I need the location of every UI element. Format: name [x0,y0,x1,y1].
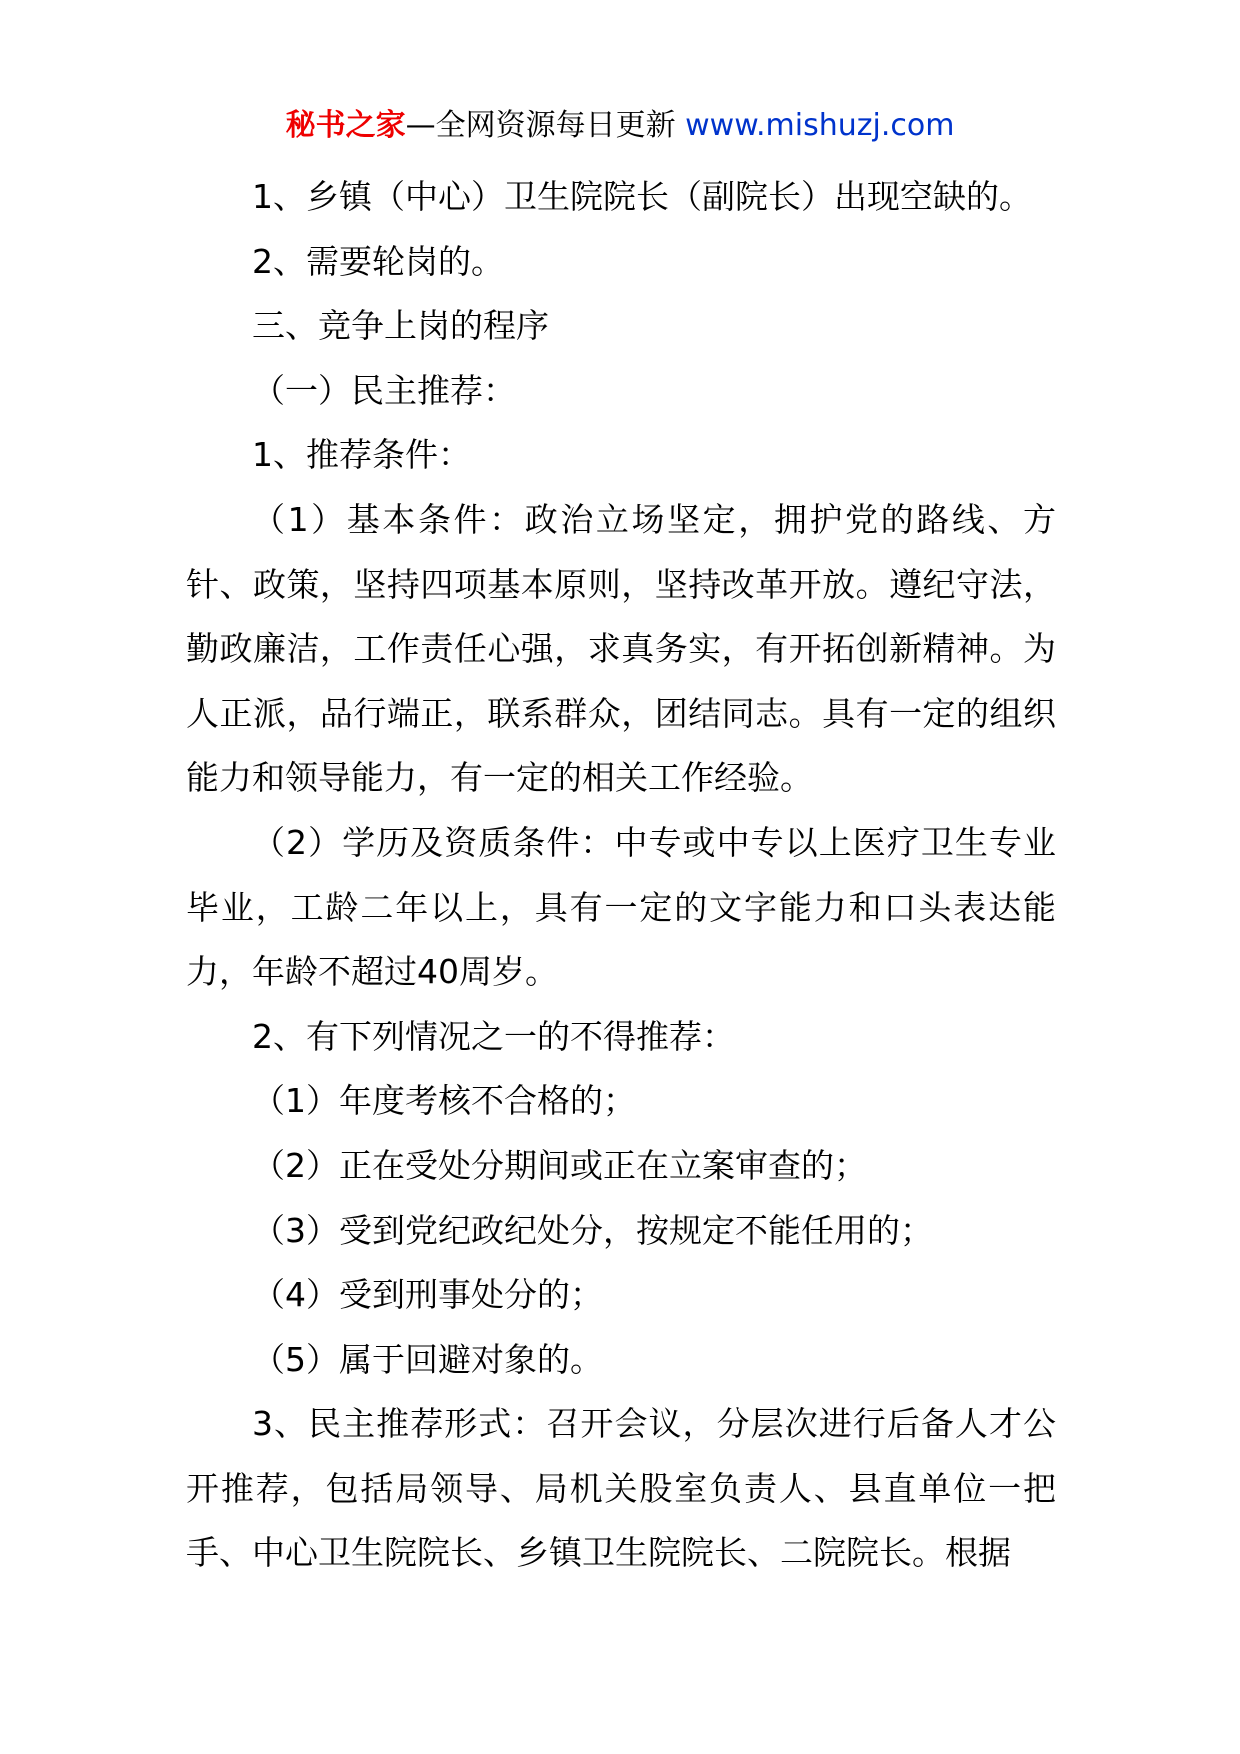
site-tagline: —全网资源每日更新 [405,108,686,143]
paragraph-2: 2、需要轮岗的。 [252,241,504,281]
paragraph-exclusions-heading: 2、有下列情况之一的不得推荐： [252,1016,735,1056]
site-url-link[interactable]: www.mishuzj.com [685,108,955,143]
paragraph-education-conditions: （2）学历及资质条件：中专或中专以上医疗卫生专业毕业，工龄二年以上，具有一定的文字能力和口头表达能力，年龄不超过40周岁。 [186,822,1056,992]
subsection-heading: （一）民主推荐： [252,370,516,410]
paragraph-1: 1、乡镇（中心）卫生院院长（副院长）出现空缺的。 [252,177,1032,216]
document-body [186,165,1056,1586]
list-item: （3）受到党纪政纪处分，按规定不能任用的； [252,1210,933,1250]
paragraph-recommendation-form: 3、民主推荐形式：召开会议，分层次进行后备人才公开推荐，包括局领导、局机关股室负责人、县直单位一把手、中心卫生院院长、乡镇卫生院院长、二院院长。根据 [186,1404,1056,1573]
section-heading: 三、竞争上岗的程序 [252,306,549,346]
list-item: （5）属于回避对象的。 [252,1339,603,1379]
list-item: （4）受到刑事处分的； [252,1275,603,1315]
site-brand: 秘书之家 [285,108,406,143]
paragraph-conditions-heading: 1、推荐条件： [252,435,471,475]
site-header [0,104,1240,148]
paragraph-basic-conditions: （1）基本条件：政治立场坚定，拥护党的路线、方针、政策，坚持四项基本原则，坚持改革开放。遵纪守法，勤政廉洁，工作责任心强，求真务实，有开拓创新精神。为人正派，品行端正，联系群众，团结同志。具有一定的组织能力和领导能力，有一定的相关工作经验。 [186,499,1056,798]
list-item: （1）年度考核不合格的； [252,1081,636,1121]
list-item: （2）正在受处分期间或正在立案审查的； [252,1145,867,1185]
